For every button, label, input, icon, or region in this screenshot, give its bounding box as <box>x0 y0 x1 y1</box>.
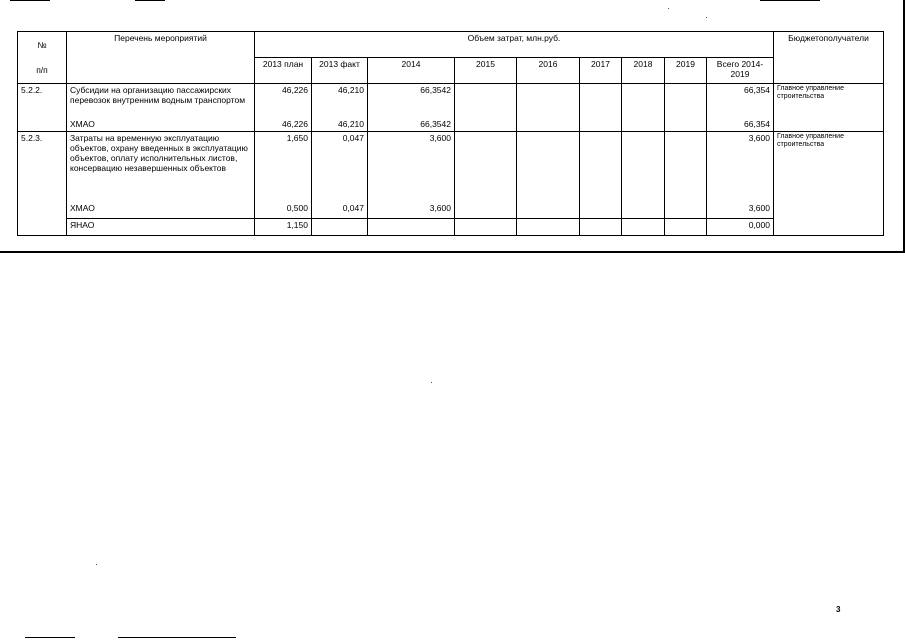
scan-line-bottom-left <box>25 637 75 638</box>
header-2014: 2014 <box>368 58 455 84</box>
cell-2013-fact: 0,047 <box>312 132 368 202</box>
scan-line-top-mid <box>135 0 165 1</box>
subcell-2013-plan: 0,500 <box>255 202 312 219</box>
subcell-2019 <box>665 202 707 219</box>
cell-recipient: Главное управление строительства <box>774 132 884 236</box>
subcell-2016 <box>517 219 580 236</box>
subcell-2017 <box>580 202 622 219</box>
header-2018: 2018 <box>622 58 665 84</box>
table-row <box>18 132 884 202</box>
subcell-2017 <box>580 118 622 132</box>
page-frame-bottom <box>0 251 905 253</box>
subcell-total: 0,000 <box>707 219 774 236</box>
row-number: 5.2.3. <box>18 132 67 202</box>
cell-2019 <box>665 132 707 202</box>
cell-recipient: Главное управление строительства <box>774 84 884 132</box>
subcell-2013-fact: 46,210 <box>312 118 368 132</box>
cell-2018 <box>622 132 665 202</box>
budget-table <box>17 31 884 236</box>
header-2016: 2016 <box>517 58 580 84</box>
header-total: Всего 2014-2019 <box>707 58 774 84</box>
header-2017: 2017 <box>580 58 622 84</box>
subcell-2014 <box>368 219 455 236</box>
subcell-2015 <box>455 202 517 219</box>
cell-2013-plan: 46,226 <box>255 84 312 118</box>
header-costs: Объем затрат, млн.руб. <box>255 32 774 58</box>
cell-2015 <box>455 84 517 118</box>
scan-line-bottom-mid <box>118 637 236 638</box>
header-measures: Перечень мероприятий <box>67 32 255 84</box>
cell-2013-plan: 1,650 <box>255 132 312 202</box>
subcell-total: 3,600 <box>707 202 774 219</box>
subcell-2016 <box>517 118 580 132</box>
subcell-2014: 66,3542 <box>368 118 455 132</box>
subrow-name: ЯНАО <box>67 219 255 236</box>
subrow-name: ХМАО <box>67 202 255 219</box>
cell-2015 <box>455 132 517 202</box>
subcell-2018 <box>622 118 665 132</box>
header-2015: 2015 <box>455 58 517 84</box>
header-row-1 <box>18 32 884 58</box>
cell-total: 3,600 <box>707 132 774 202</box>
subcell-2019 <box>665 219 707 236</box>
subrow-number <box>18 202 67 219</box>
cell-2014: 3,600 <box>368 132 455 202</box>
scan-speck <box>668 8 669 9</box>
subcell-2017 <box>580 219 622 236</box>
table-subrow <box>18 118 884 132</box>
header-2013-plan: 2013 план <box>255 58 312 84</box>
subcell-2013-plan: 1,150 <box>255 219 312 236</box>
subcell-2019 <box>665 118 707 132</box>
subcell-2013-plan: 46,226 <box>255 118 312 132</box>
scan-speck <box>706 17 707 18</box>
table-row <box>18 84 884 118</box>
subcell-2013-fact <box>312 219 368 236</box>
row-name: Субсидии на организацию пассажирских перевозок внутренним водным транспортом <box>67 84 255 118</box>
subrow-number <box>18 118 67 132</box>
subcell-2013-fact: 0,047 <box>312 202 368 219</box>
cell-2013-fact: 46,210 <box>312 84 368 118</box>
header-2019: 2019 <box>665 58 707 84</box>
subcell-2014: 3,600 <box>368 202 455 219</box>
subcell-2018 <box>622 202 665 219</box>
page-number: 3 <box>836 605 841 614</box>
subcell-total: 66,354 <box>707 118 774 132</box>
header-num-top: № <box>18 32 67 58</box>
subrow-name: ХМАО <box>67 118 255 132</box>
cell-2017 <box>580 84 622 118</box>
cell-2019 <box>665 84 707 118</box>
subcell-2018 <box>622 219 665 236</box>
cell-2016 <box>517 132 580 202</box>
cell-2017 <box>580 132 622 202</box>
subcell-2016 <box>517 202 580 219</box>
header-num-bottom: п/п <box>18 58 67 84</box>
row-number: 5.2.2. <box>18 84 67 118</box>
header-recipients: Бюджетополучатели <box>774 32 884 84</box>
subrow-number <box>18 219 67 236</box>
scan-speck <box>96 564 97 565</box>
header-2013-fact: 2013 факт <box>312 58 368 84</box>
subcell-2015 <box>455 118 517 132</box>
cell-2014: 66,3542 <box>368 84 455 118</box>
scan-line-top-right <box>760 0 820 1</box>
scan-speck <box>431 382 432 383</box>
table-subrow <box>18 202 884 219</box>
subcell-2015 <box>455 219 517 236</box>
cell-2016 <box>517 84 580 118</box>
cell-total: 66,354 <box>707 84 774 118</box>
scan-line-top-left <box>10 0 50 1</box>
cell-2018 <box>622 84 665 118</box>
row-name: Затраты на временную эксплуатацию объектов, охрану введенных в эксплуатацию объектов, оплату исполнительных листов, консервацию незавершенных объектов <box>67 132 255 202</box>
table-subrow <box>18 219 884 236</box>
